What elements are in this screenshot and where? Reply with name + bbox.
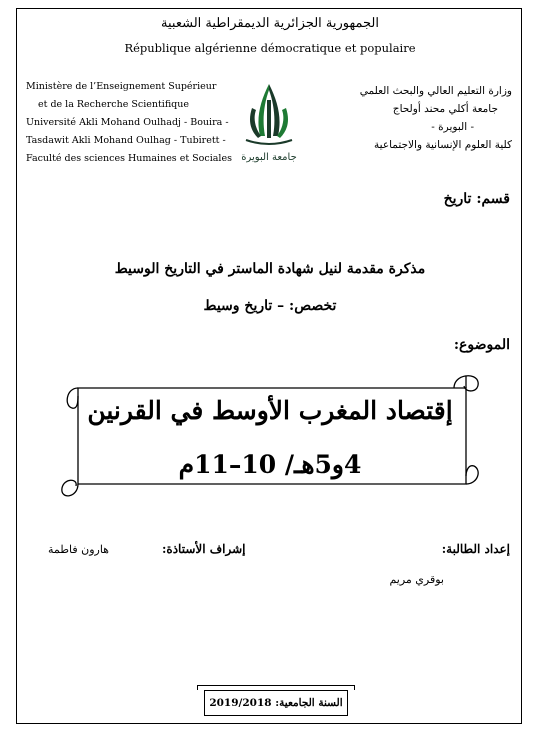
republic-title-arabic: الجمهورية الجزائرية الديمقراطية الشعبية (161, 16, 379, 31)
university-line: Université Akli Mohand Oulhadj - Bouira - (26, 117, 229, 128)
republic-title-french: République algérienne démocratique et populaire (124, 41, 416, 55)
faculty-line-arabic: كلية العلوم الإنسانية والاجتماعية (374, 139, 512, 151)
thesis-title-line-2: 4و5هـ/ 10–11م (178, 450, 362, 479)
city-line-arabic: - البويرة - (431, 121, 474, 133)
supervision-line (48, 542, 246, 556)
student-name: بوقري مريم (389, 573, 444, 586)
specialty-line: تخصص: – تاريخ وسيط (203, 298, 337, 314)
prepared-by-label: إعداد الطالبة: (441, 542, 510, 556)
supervision-label: إشراف الأستاذة: (161, 542, 246, 556)
title-scroll-frame (56, 366, 488, 506)
department-label: قسم: تاريخ (443, 191, 510, 207)
university-logo-icon (238, 78, 300, 168)
subject-label: الموضوع: (453, 337, 510, 353)
faculty-line: Faculté des sciences Humaines et Sociales (26, 153, 232, 164)
university-line-kabyle: Tasdawit Akli Mohand Oulhag - Tubirett - (26, 135, 226, 146)
memo-line: مذكرة مقدمة لنيل شهادة الماستر في التاريخ الوسيط (114, 261, 426, 277)
thesis-title-line-1: إقتصاد المغرب الأوسط في القرنين (87, 396, 453, 425)
ministry-block-arabic (360, 82, 512, 154)
university-logo (238, 78, 300, 168)
ministry-line-arabic: وزارة التعليم العالي والبحث العلمي (359, 85, 512, 97)
ministry-line: Ministère de l’Enseignement Supérieur (26, 81, 217, 92)
ministry-block-french (26, 78, 232, 168)
logo-caption: جامعة البويرة (241, 152, 297, 163)
university-line-arabic: جامعة أكلي محند أولحاج (392, 103, 498, 115)
ministry-line: et de la Recherche Scientifique (38, 99, 189, 110)
supervisor-name: هارون فاطمة (48, 543, 109, 556)
academic-year-box: السنة الجامعية: 2019/2018 (204, 690, 348, 716)
